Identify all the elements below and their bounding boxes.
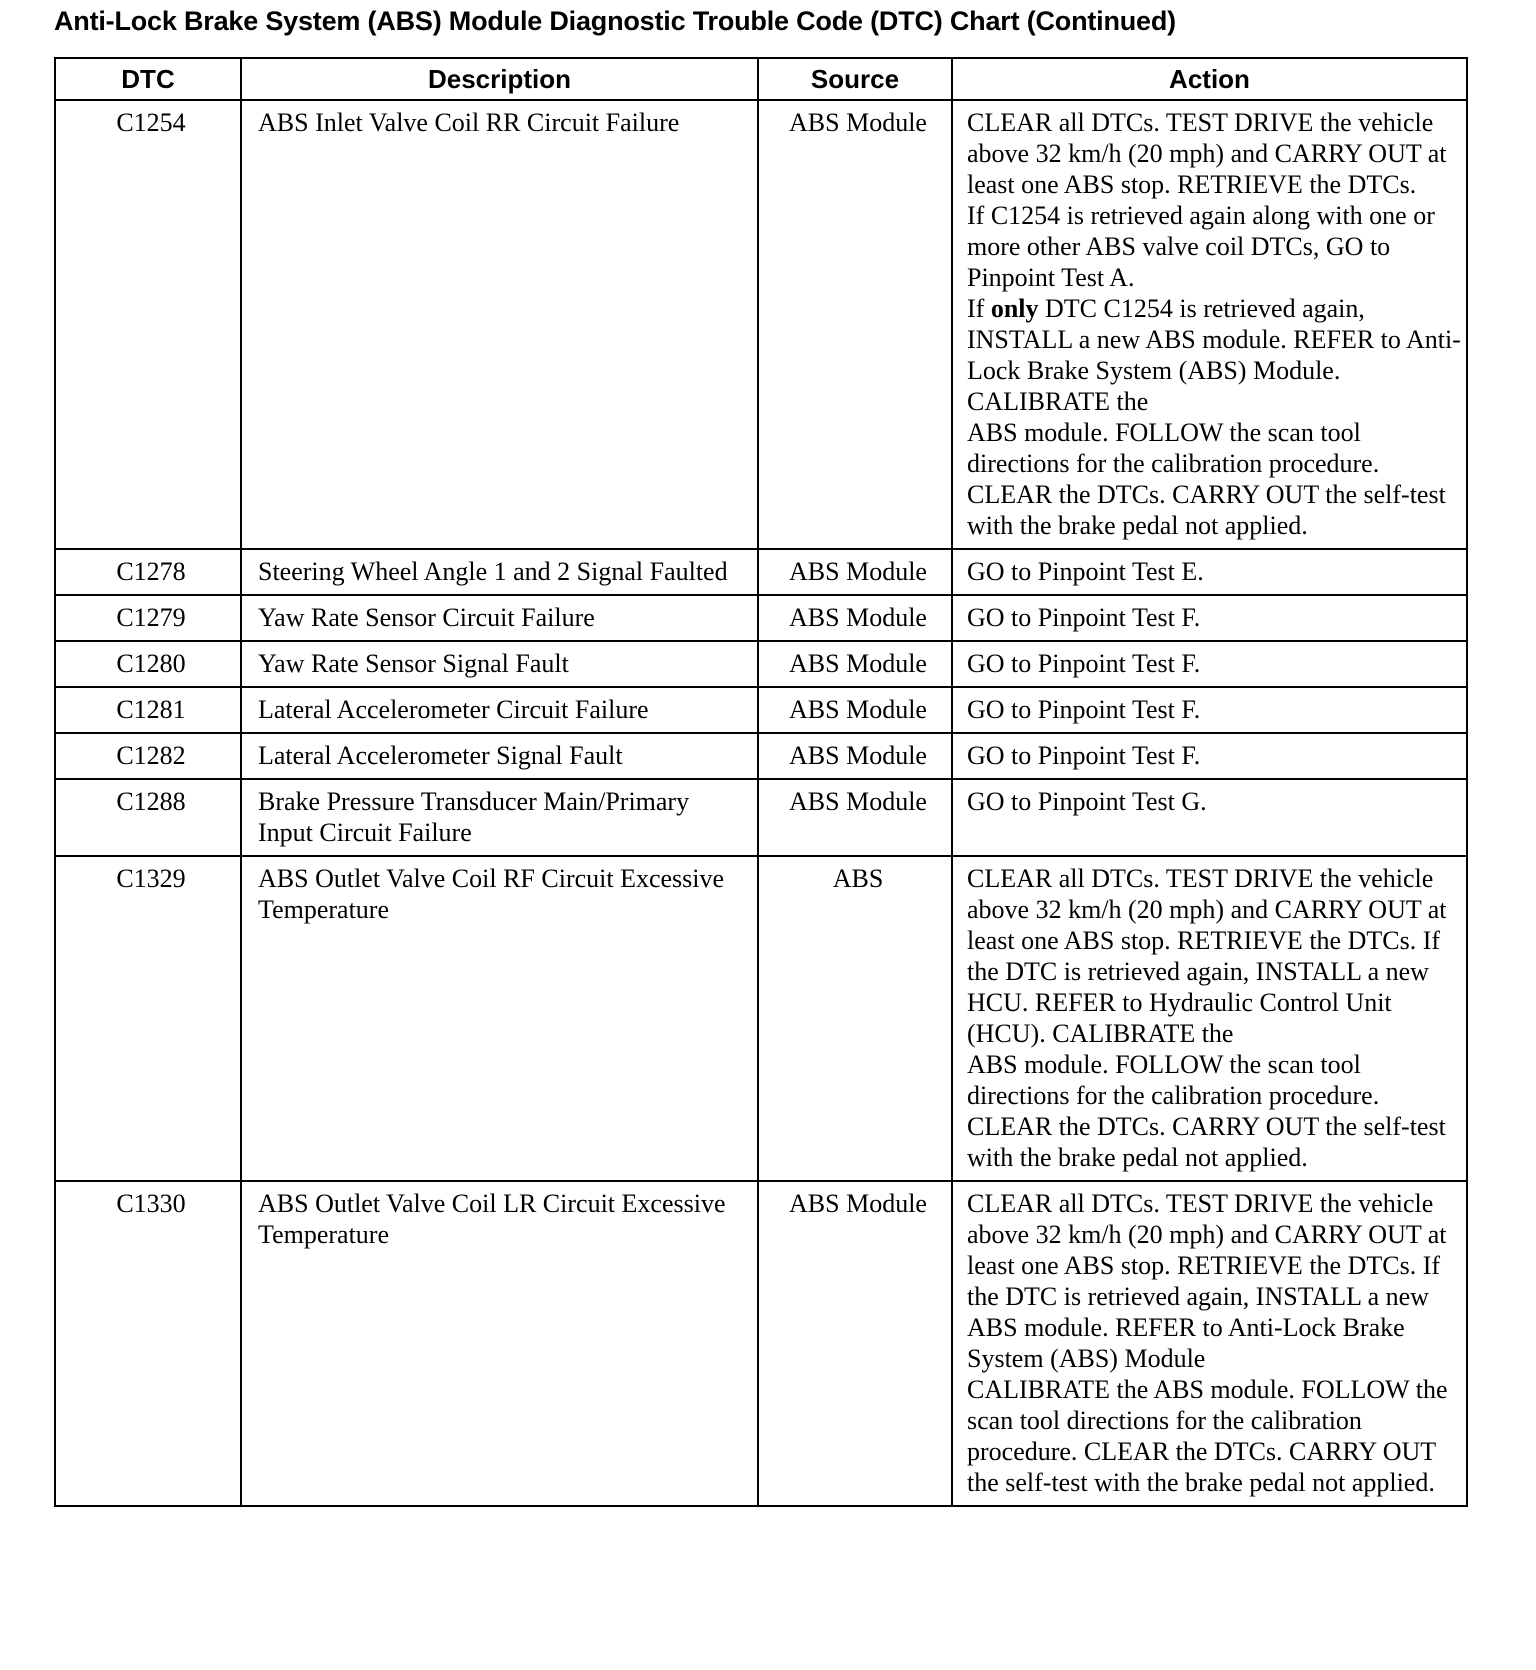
action-text: If bbox=[967, 294, 991, 323]
dtc-chart-table bbox=[54, 57, 1468, 1507]
action-text: DTC C1254 is retrieved again, INSTALL a new ABS module. REFER to Anti-Lock Brake System (ABS) Module. CALIBRATE the bbox=[967, 294, 1461, 416]
dtc-code: C1330 bbox=[55, 1181, 241, 1506]
dtc-source: ABS Module bbox=[758, 549, 952, 595]
action-paragraph: CALIBRATE the ABS module. FOLLOW the scan tool directions for the calibration procedure. CLEAR the DTCs. CARRY OUT the self-test with the brake pedal not applied. bbox=[967, 1375, 1448, 1497]
dtc-source: ABS Module bbox=[758, 779, 952, 856]
table-row-c1330 bbox=[55, 1181, 1467, 1506]
table-row-c1288 bbox=[55, 779, 1467, 856]
column-header-action: Action bbox=[952, 58, 1467, 100]
dtc-source: ABS bbox=[758, 856, 952, 1181]
dtc-code: C1254 bbox=[55, 100, 241, 549]
column-header-source: Source bbox=[758, 58, 952, 100]
action-paragraph bbox=[967, 293, 1462, 417]
dtc-description: Yaw Rate Sensor Signal Fault bbox=[241, 641, 758, 687]
dtc-action: GO to Pinpoint Test F. bbox=[952, 641, 1467, 687]
dtc-code: C1281 bbox=[55, 687, 241, 733]
table-row-c1281 bbox=[55, 687, 1467, 733]
action-paragraph: CLEAR all DTCs. TEST DRIVE the vehicle above 32 km/h (20 mph) and CARRY OUT at least one ABS stop. RETRIEVE the DTCs. bbox=[967, 108, 1447, 199]
dtc-description: Yaw Rate Sensor Circuit Failure bbox=[241, 595, 758, 641]
action-paragraph: If C1254 is retrieved again along with one or more other ABS valve coil DTCs, GO to Pinpoint Test A. bbox=[967, 201, 1435, 292]
dtc-action bbox=[952, 1181, 1467, 1506]
column-header-description: Description bbox=[241, 58, 758, 100]
dtc-action: GO to Pinpoint Test F. bbox=[952, 687, 1467, 733]
dtc-source: ABS Module bbox=[758, 641, 952, 687]
dtc-action: GO to Pinpoint Test G. bbox=[952, 779, 1467, 856]
dtc-code: C1329 bbox=[55, 856, 241, 1181]
dtc-code: C1280 bbox=[55, 641, 241, 687]
dtc-action bbox=[952, 100, 1467, 549]
table-row-c1279 bbox=[55, 595, 1467, 641]
dtc-code: C1279 bbox=[55, 595, 241, 641]
dtc-description: ABS Inlet Valve Coil RR Circuit Failure bbox=[241, 100, 758, 549]
dtc-action: GO to Pinpoint Test F. bbox=[952, 733, 1467, 779]
dtc-source: ABS Module bbox=[758, 1181, 952, 1506]
dtc-code: C1288 bbox=[55, 779, 241, 856]
table-row-c1282 bbox=[55, 733, 1467, 779]
dtc-description: Lateral Accelerometer Circuit Failure bbox=[241, 687, 758, 733]
action-emphasis: only bbox=[990, 294, 1039, 323]
column-header-dtc: DTC bbox=[55, 58, 241, 100]
page-title: Anti-Lock Brake System (ABS) Module Diagnostic Trouble Code (DTC) Chart (Continued) bbox=[54, 6, 1176, 36]
table-header-row bbox=[55, 58, 1467, 100]
table-row-c1278 bbox=[55, 549, 1467, 595]
dtc-source: ABS Module bbox=[758, 687, 952, 733]
action-paragraph: CLEAR all DTCs. TEST DRIVE the vehicle above 32 km/h (20 mph) and CARRY OUT at least one ABS stop. RETRIEVE the DTCs. If the DTC is retrieved again, INSTALL a new ABS module. REFER to Anti-Lock Brake System (ABS) Module bbox=[967, 1189, 1447, 1373]
dtc-description: ABS Outlet Valve Coil LR Circuit Excessive Temperature bbox=[241, 1181, 758, 1506]
dtc-source: ABS Module bbox=[758, 100, 952, 549]
dtc-code: C1278 bbox=[55, 549, 241, 595]
dtc-source: ABS Module bbox=[758, 595, 952, 641]
dtc-action bbox=[952, 856, 1467, 1181]
table-row-c1329 bbox=[55, 856, 1467, 1181]
action-paragraph: ABS module. FOLLOW the scan tool directions for the calibration procedure. CLEAR the DTCs. CARRY OUT the self-test with the brake pedal not applied. bbox=[967, 1050, 1446, 1172]
table-row-c1254 bbox=[55, 100, 1467, 549]
dtc-description: Lateral Accelerometer Signal Fault bbox=[241, 733, 758, 779]
dtc-action: GO to Pinpoint Test E. bbox=[952, 549, 1467, 595]
dtc-description: Brake Pressure Transducer Main/Primary Input Circuit Failure bbox=[241, 779, 758, 856]
dtc-source: ABS Module bbox=[758, 733, 952, 779]
table-row-c1280 bbox=[55, 641, 1467, 687]
dtc-code: C1282 bbox=[55, 733, 241, 779]
action-paragraph: ABS module. FOLLOW the scan tool directions for the calibration procedure. CLEAR the DTCs. CARRY OUT the self-test with the brake pedal not applied. bbox=[967, 418, 1446, 540]
dtc-description: Steering Wheel Angle 1 and 2 Signal Faulted bbox=[241, 549, 758, 595]
dtc-action: GO to Pinpoint Test F. bbox=[952, 595, 1467, 641]
action-paragraph: CLEAR all DTCs. TEST DRIVE the vehicle above 32 km/h (20 mph) and CARRY OUT at least one ABS stop. RETRIEVE the DTCs. If the DTC is retrieved again, INSTALL a new HCU. REFER to Hydraulic Control Unit (HCU). CALIBRATE the bbox=[967, 864, 1447, 1048]
dtc-description: ABS Outlet Valve Coil RF Circuit Excessive Temperature bbox=[241, 856, 758, 1181]
